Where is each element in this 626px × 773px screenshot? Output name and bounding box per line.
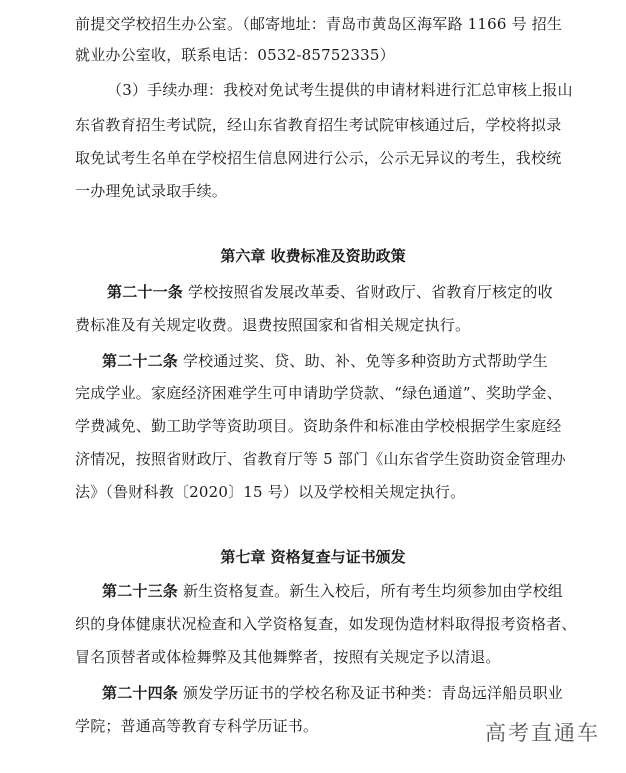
article-23-line-2: 织的身体健康状况检查和入学资格复查，如发现伪造材料取得报考资格者、 — [75, 615, 577, 633]
text-line-4: 东省教育招生考试院，经山东省教育招生考试院审核通过后，学校将拟录 — [75, 116, 562, 134]
article-24-number: 第二十四条 — [102, 684, 179, 702]
article-24-line-2: 学院；普通高等教育专科学历证书。 — [75, 717, 319, 735]
article-22-line-1 — [102, 351, 592, 371]
watermark: 高考直通车 — [485, 721, 600, 745]
article-23-line-1 — [102, 581, 592, 601]
text-line-5: 取免试考生名单在学校招生信息网进行公示，公示无异议的考生，我校统 — [75, 149, 562, 167]
article-22-text: 学校通过奖、贷、助、补、免等多种资助方式帮助学生 — [178, 352, 548, 370]
text-line-2: 就业办公室收，联系电话：0532-85752335） — [75, 46, 395, 64]
article-23-text: 新生资格复查。新生入校后，所有考生均须参加由学校组 — [178, 582, 563, 600]
article-22-number: 第二十二条 — [102, 352, 179, 370]
chapter-6-heading: 第六章 收费标准及资助政策 — [220, 247, 406, 265]
article-22-line-2: 完成学业。家庭经济困难学生可申请助学贷款、“绿色通道”、奖助学金、 — [75, 384, 562, 402]
article-21-line-2: 费标准及有关规定收费。退费按照国家和省相关规定执行。 — [75, 316, 471, 334]
text-line-6: 一办理免试录取手续。 — [75, 182, 228, 200]
article-24-line-1 — [102, 683, 592, 703]
article-21-text: 学校按照省发展改革委、省财政厅、省教育厅核定的收 — [183, 283, 553, 301]
chapter-7-heading: 第七章 资格复查与证书颁发 — [220, 548, 406, 566]
article-21-number: 第二十一条 — [107, 283, 184, 301]
article-21-line-1 — [107, 282, 597, 302]
article-22-line-5: 法》（鲁财科教〔2020〕15 号）以及学校相关规定执行。 — [75, 483, 466, 501]
article-24-text: 颁发学历证书的学校名称及证书种类：青岛远洋船员职业 — [178, 684, 563, 702]
article-22-line-4: 济情况，按照省财政厅、省教育厅等 5 部门《山东省学生资助资金管理办 — [75, 450, 566, 468]
article-23-line-3: 冒名顶替者或体检舞弊及其他舞弊者，按照有关规定予以清退。 — [75, 648, 501, 666]
article-23-number: 第二十三条 — [102, 582, 179, 600]
text-line-3: （3）手续办理：我校对免试考生提供的申请材料进行汇总审核上报山 — [107, 81, 573, 99]
article-22-line-3: 学费减免、勤工助学等资助项目。资助条件和标准由学校根据学生家庭经 — [75, 417, 562, 435]
text-line-1: 前提交学校招生办公室。（邮寄地址：青岛市黄岛区海军路 1166 号 招生 — [75, 15, 563, 33]
